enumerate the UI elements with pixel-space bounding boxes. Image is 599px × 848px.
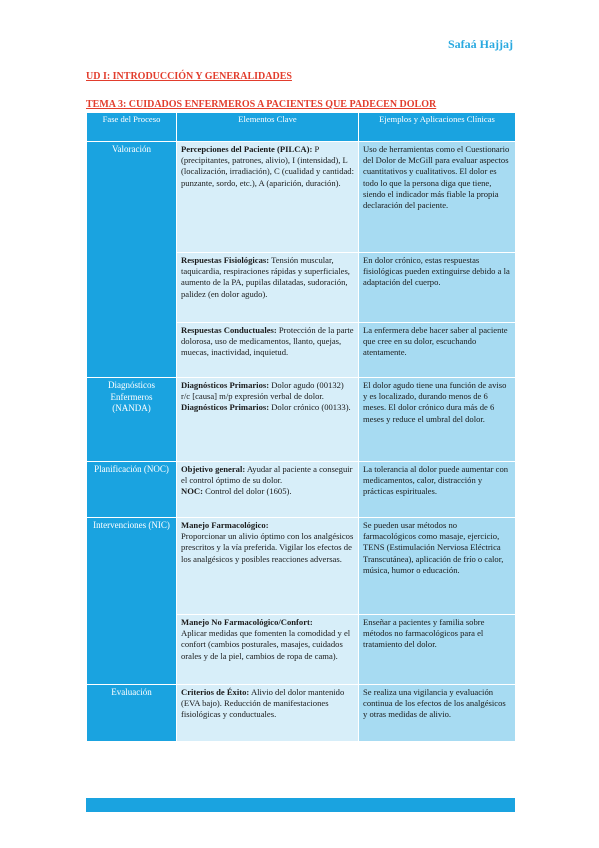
key-element-cell xyxy=(177,142,359,253)
table-row xyxy=(87,142,516,253)
key-element-cell xyxy=(177,378,359,462)
unit-title: UD I: INTRODUCCIÓN Y GENERALIDADES xyxy=(86,71,292,82)
key-term: Criterios de Éxito: xyxy=(181,687,250,697)
key-description: Proporcionar un alivio óptimo con los analgésicos prescritos y la vía preferida. Vigilar los efectos de los analgésicos y posibles reacciones adversas. xyxy=(181,531,354,564)
key-term: NOC: xyxy=(181,486,203,497)
key-description: Ayudar al paciente a conseguir el control óptimo de su dolor. xyxy=(181,464,353,486)
key-element-cell xyxy=(177,323,359,378)
key-description: Aplicar medidas que fomenten la comodidad y el confort (cambios posturales, masajes, cuidados orales y de la piel, cambios de ropa de cama). xyxy=(181,628,351,661)
header-phase: Fase del Proceso xyxy=(87,113,177,142)
phase-planificacion: Planificación (NOC) xyxy=(87,462,177,518)
key-term: Manejo Farmacológico: xyxy=(181,520,269,530)
example-cell: La tolerancia al dolor puede aumentar con medicamentos, calor, distracción y prácticas espirituales. xyxy=(359,462,516,518)
phase-evaluacion: Evaluación xyxy=(87,685,177,742)
key-description: P (precipitantes, patrones, alivio), I (intensidad), L (localización, irradiación), C (cualidad y cantidad: punzante, sordo, etc.), A (aparición, duración). xyxy=(181,144,354,188)
table-row xyxy=(87,518,516,615)
example-cell: En dolor crónico, estas respuestas fisiológicas pueden extinguirse debido a la adaptación del cuerpo. xyxy=(359,253,516,323)
example-cell: Se realiza una vigilancia y evaluación continua de los efectos de los analgésicos y otras medidas de alivio. xyxy=(359,685,516,742)
key-term: Objetivo general: xyxy=(181,464,246,474)
example-cell: La enfermera debe hacer saber al paciente que cree en su dolor, escuchando atentamente. xyxy=(359,323,516,378)
author-name: Safaá Hajjaj xyxy=(448,37,513,51)
key-description: Control del dolor (1605). xyxy=(202,486,292,497)
key-term: Diagnósticos Primarios: xyxy=(181,402,270,413)
key-element-cell xyxy=(177,518,359,615)
phase-valoracion: Valoración xyxy=(87,142,177,378)
header-examples: Ejemplos y Aplicaciones Clínicas xyxy=(359,113,516,142)
example-cell: Se pueden usar métodos no farmacológicos como masaje, ejercicio, TENS (Estimulación Nerviosa Eléctrica Transcutánea), aplicación de frío o calor, música, humor o educación. xyxy=(359,518,516,615)
key-element-cell xyxy=(177,253,359,323)
table-row xyxy=(87,378,516,462)
header-key-elements: Elementos Clave xyxy=(177,113,359,142)
topic-title: TEMA 3: CUIDADOS ENFERMEROS A PACIENTES QUE PADECEN DOLOR xyxy=(86,99,437,110)
key-description: Dolor crónico (00133). xyxy=(269,402,351,413)
key-element-cell xyxy=(177,685,359,742)
key-term: Manejo No Farmacológico/Confort: xyxy=(181,617,313,627)
nursing-care-table xyxy=(86,112,516,742)
key-description: Protección de la parte dolorosa, uso de medicamentos, llanto, quejas, muecas, inactividad, inquietud. xyxy=(181,325,354,358)
key-term: Percepciones del Paciente (PILCA): xyxy=(181,144,313,154)
table-row xyxy=(87,462,516,518)
phase-diagnosticos: Diagnósticos Enfermeros (NANDA) xyxy=(87,378,177,462)
key-element-cell xyxy=(177,615,359,685)
phase-intervenciones: Intervenciones (NIC) xyxy=(87,518,177,685)
footer-bar xyxy=(86,798,515,812)
key-element-cell xyxy=(177,462,359,518)
key-term: Diagnósticos Primarios: xyxy=(181,380,270,390)
key-term: Respuestas Fisiológicas: xyxy=(181,255,270,265)
table-row xyxy=(87,685,516,742)
table-header-row xyxy=(87,113,516,142)
key-term: Respuestas Conductuales: xyxy=(181,325,277,335)
key-description: Dolor agudo (00132) r/c [causa] m/p expresión verbal de dolor. xyxy=(181,380,344,402)
example-cell: Uso de herramientas como el Cuestionario del Dolor de McGill para evaluar aspectos cuantitativos y cualitativos. El dolor es todo lo que la persona diga que tiene, siendo el indicador más fiable la propia declaración del paciente. xyxy=(359,142,516,253)
example-cell: El dolor agudo tiene una función de aviso y es localizado, durando menos de 6 meses. El dolor crónico dura más de 6 meses y reduce el umbral del dolor. xyxy=(359,378,516,462)
key-description: Alivio del dolor mantenido (EVA bajo). Reducción de manifestaciones fisiológicas y conductuales. xyxy=(181,687,345,720)
key-description: Tensión muscular, taquicardia, respiraciones rápidas y superficiales, aumento de la PA, pupilas dilatadas, sudoración, palidez (en dolor agudo). xyxy=(181,255,350,299)
example-cell: Enseñar a pacientes y familia sobre métodos no farmacológicos para el tratamiento del dolor. xyxy=(359,615,516,685)
